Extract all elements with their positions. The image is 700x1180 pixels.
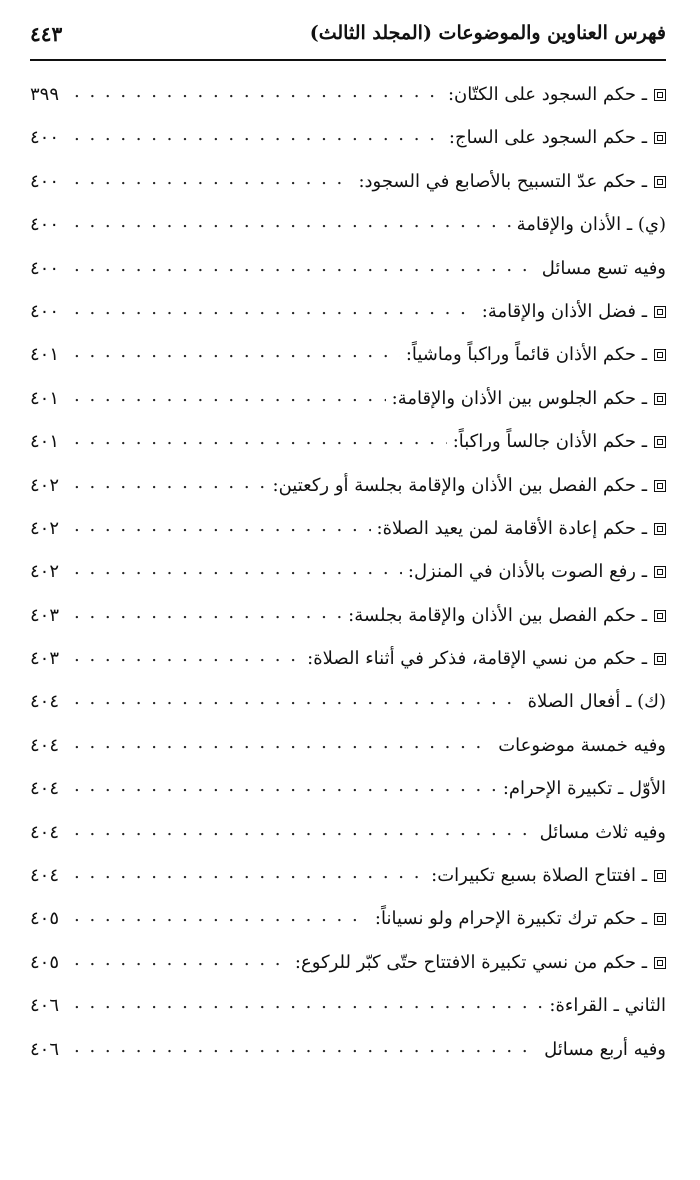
leader-dots bbox=[74, 558, 402, 579]
square-bullet-icon bbox=[654, 89, 666, 101]
leader-dots bbox=[74, 298, 476, 319]
toc-entry-label: ـ حكم من نسي الإقامة، فذكر في أثناء الصلاة: bbox=[307, 648, 647, 670]
square-bullet-icon bbox=[654, 349, 666, 361]
leader-dots bbox=[74, 862, 425, 883]
toc-entry bbox=[30, 214, 666, 257]
toc-entry bbox=[30, 127, 666, 170]
toc-entry-page: ٤٠٤ bbox=[30, 865, 60, 887]
toc-entry-page: ٤٠٤ bbox=[30, 778, 60, 800]
toc-entry-page: ٤٠١ bbox=[30, 344, 60, 366]
toc-entry bbox=[30, 605, 666, 648]
toc-entry-page: ٤٠٤ bbox=[30, 691, 60, 713]
toc-entry-page: ٤٠٤ bbox=[30, 821, 60, 843]
toc-entry-label: ـ افتتاح الصلاة بسبع تكبيرات: bbox=[431, 865, 647, 887]
leader-dots bbox=[74, 211, 511, 232]
leader-dots bbox=[74, 81, 442, 102]
leader-dots bbox=[74, 645, 301, 666]
toc-entry-label: ـ حكم الأذان قائماً وراكباً وماشياً: bbox=[405, 344, 647, 366]
toc-entry-label: وفيه أربع مسائل bbox=[544, 1038, 666, 1060]
toc-entry bbox=[30, 1039, 666, 1082]
square-bullet-icon bbox=[654, 306, 666, 318]
leader-dots bbox=[74, 688, 522, 709]
square-bullet-icon bbox=[654, 393, 666, 405]
toc-list bbox=[30, 84, 666, 1082]
toc-entry-label: ـ فضل الأذان والإقامة: bbox=[481, 300, 647, 322]
leader-dots bbox=[74, 428, 447, 449]
toc-entry-page: ٤٠٠ bbox=[30, 170, 60, 192]
toc-entry-label: الثاني ـ القراءة: bbox=[549, 995, 666, 1017]
toc-entry-page: ٤٠٦ bbox=[30, 995, 60, 1017]
toc-entry-label: ـ حكم الجلوس بين الأذان والإقامة: bbox=[391, 387, 647, 409]
toc-entry-label: وفيه ثلاث مسائل bbox=[539, 821, 666, 843]
toc-entry bbox=[30, 171, 666, 214]
square-bullet-icon bbox=[654, 957, 666, 969]
toc-entry bbox=[30, 258, 666, 301]
toc-entry bbox=[30, 561, 666, 604]
toc-entry-page: ٤٠٢ bbox=[30, 474, 60, 496]
toc-entry bbox=[30, 431, 666, 474]
toc-entry-label: ـ حكم الأذان جالساً وراكباً: bbox=[452, 431, 647, 453]
square-bullet-icon bbox=[654, 436, 666, 448]
page-header bbox=[30, 18, 666, 54]
leader-dots bbox=[74, 255, 536, 276]
leader-dots bbox=[74, 602, 342, 623]
toc-entry bbox=[30, 735, 666, 778]
toc-entry-page: ٤٠١ bbox=[30, 431, 60, 453]
square-bullet-icon bbox=[654, 480, 666, 492]
toc-entry-label: (ي) ـ الأذان والإقامة bbox=[516, 214, 666, 236]
toc-entry-label: ـ حكم السجود على الكتّان: bbox=[447, 84, 647, 105]
leader-dots bbox=[74, 1036, 538, 1057]
toc-entry bbox=[30, 388, 666, 431]
toc-entry-label: ـ حكم عدّ التسبيح بالأصابع في السجود: bbox=[358, 170, 647, 192]
square-bullet-icon bbox=[654, 913, 666, 925]
toc-entry-page: ٤٠٠ bbox=[30, 300, 60, 322]
toc-entry-page: ٤٠٠ bbox=[30, 127, 60, 149]
toc-entry-page: ٤٠٠ bbox=[30, 257, 60, 279]
toc-entry-page: ٤٠٦ bbox=[30, 1038, 60, 1060]
toc-entry bbox=[30, 822, 666, 865]
toc-entry-label: ـ حكم الفصل بين الأذان والإقامة بجلسة أو ركعتين: bbox=[272, 474, 647, 496]
toc-entry-page: ٤٠٠ bbox=[30, 214, 60, 236]
leader-dots bbox=[74, 905, 369, 926]
toc-entry-label: ـ رفع الصوت بالأذان في المنزل: bbox=[407, 561, 647, 583]
toc-entry-page: ٤٠٣ bbox=[30, 604, 60, 626]
leader-dots bbox=[74, 385, 386, 406]
toc-entry bbox=[30, 865, 666, 908]
toc-entry bbox=[30, 648, 666, 691]
leader-dots bbox=[74, 819, 534, 840]
square-bullet-icon bbox=[654, 176, 666, 188]
square-bullet-icon bbox=[654, 653, 666, 665]
page-number: ٤٤٣ bbox=[30, 22, 63, 46]
toc-entry bbox=[30, 952, 666, 995]
leader-dots bbox=[74, 168, 352, 189]
toc-entry-page: ٤٠٥ bbox=[30, 951, 60, 973]
square-bullet-icon bbox=[654, 132, 666, 144]
toc-entry-label: الأوّل ـ تكبيرة الإحرام: bbox=[502, 778, 666, 800]
leader-dots bbox=[74, 949, 289, 970]
leader-dots bbox=[74, 732, 492, 753]
toc-entry-label: وفيه خمسة موضوعات bbox=[498, 734, 666, 756]
running-title: فهرس العناوين والموضوعات (المجلد الثالث) bbox=[309, 22, 666, 44]
square-bullet-icon bbox=[654, 523, 666, 535]
header-divider bbox=[30, 59, 666, 61]
document-page bbox=[30, 18, 666, 1060]
toc-entry-page: ٤٠٣ bbox=[30, 648, 60, 670]
toc-entry-label: ـ حكم ترك تكبيرة الإحرام ولو نسياناً: bbox=[374, 908, 647, 930]
leader-dots bbox=[74, 515, 371, 536]
square-bullet-icon bbox=[654, 566, 666, 578]
toc-entry-label: ـ حكم الفصل بين الأذان والإقامة بجلسة: bbox=[348, 604, 647, 626]
square-bullet-icon bbox=[654, 870, 666, 882]
leader-dots bbox=[74, 992, 543, 1013]
toc-entry-page: ٤٠١ bbox=[30, 387, 60, 409]
toc-entry-page: ٤٠٤ bbox=[30, 734, 60, 756]
toc-entry bbox=[30, 995, 666, 1038]
toc-entry bbox=[30, 475, 666, 518]
toc-entry bbox=[30, 691, 666, 734]
toc-entry-page: ٤٠٢ bbox=[30, 517, 60, 539]
toc-entry-label: ـ حكم إعادة الأقامة لمن يعيد الصلاة: bbox=[376, 517, 647, 539]
toc-entry-label: (ك) ـ أفعال الصلاة bbox=[527, 691, 666, 713]
toc-entry-label: ـ حكم السجود على الساج: bbox=[448, 127, 647, 149]
toc-entry bbox=[30, 301, 666, 344]
leader-dots bbox=[74, 775, 497, 796]
toc-entry bbox=[30, 908, 666, 951]
leader-dots bbox=[74, 472, 267, 493]
toc-entry bbox=[30, 518, 666, 561]
square-bullet-icon bbox=[654, 610, 666, 622]
toc-entry-page: ٤٠٥ bbox=[30, 908, 60, 930]
toc-entry-page: ٣٩٩ bbox=[30, 84, 60, 105]
toc-entry bbox=[30, 84, 666, 127]
toc-entry-label: وفيه تسع مسائل bbox=[541, 257, 666, 279]
leader-dots bbox=[74, 124, 443, 145]
toc-entry bbox=[30, 778, 666, 821]
toc-entry bbox=[30, 344, 666, 387]
leader-dots bbox=[74, 341, 400, 362]
toc-entry-page: ٤٠٢ bbox=[30, 561, 60, 583]
toc-entry-label: ـ حكم من نسي تكبيرة الافتتاح حتّى كبّر للركوع: bbox=[294, 951, 647, 973]
